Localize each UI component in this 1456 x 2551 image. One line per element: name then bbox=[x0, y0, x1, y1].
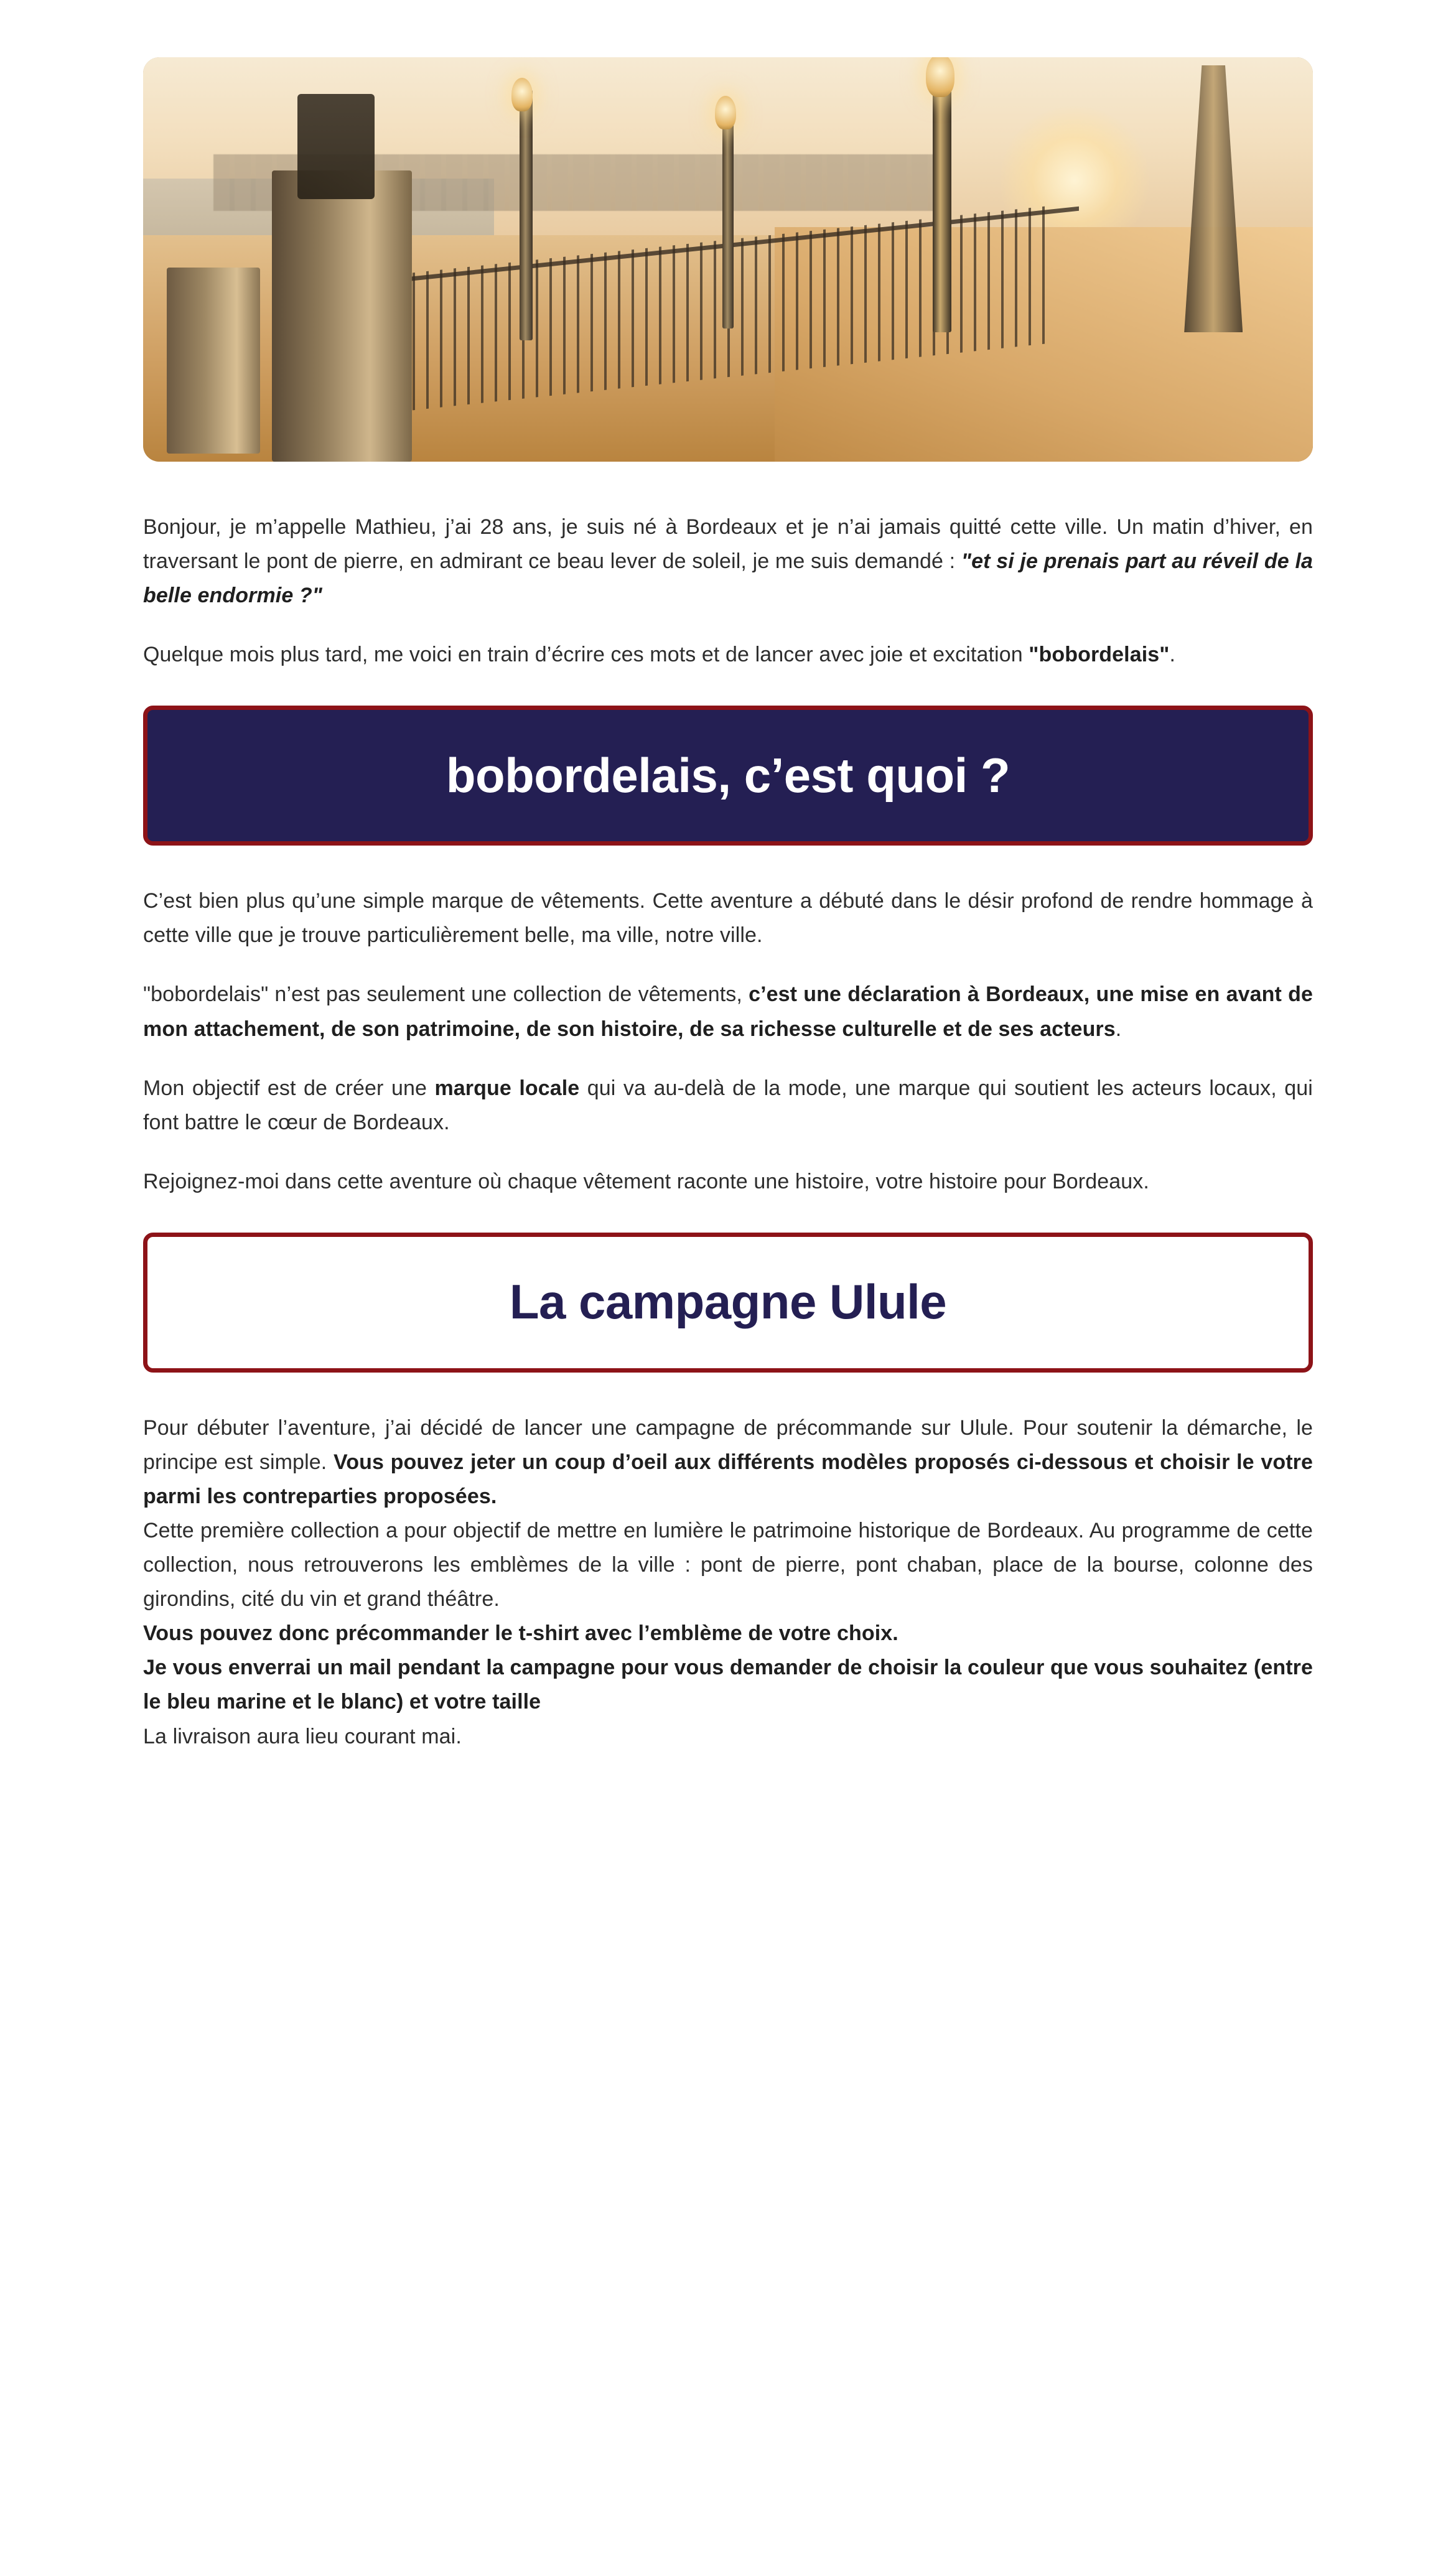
hero-lamppost bbox=[933, 65, 951, 332]
section-banner-what-is-bobordelais bbox=[143, 706, 1313, 846]
intro-paragraph-2 bbox=[143, 638, 1313, 672]
hero-image bbox=[143, 57, 1313, 462]
hero-sign-plaque bbox=[297, 94, 375, 199]
intro-quote: "et si je prenais part au réveil de la belle endormie ?" bbox=[143, 549, 1313, 608]
section1-paragraph-3-text-a: Mon objectif est de créer une bbox=[143, 1076, 435, 1100]
section1-paragraph-4: Rejoignez-moi dans cette aventure où chaque vêtement raconte une histoire, votre histoire pour Bordeaux. bbox=[143, 1169, 1149, 1193]
section2-paragraph-5: La livraison aura lieu courant mai. bbox=[143, 1724, 462, 1748]
section1-paragraph-3 bbox=[143, 1071, 1313, 1140]
section1-paragraph-2-text-a: "bobordelais" n’est pas seulement une collection de vêtements, bbox=[143, 982, 749, 1007]
section-banner-title: bobordelais, c’est quoi ? bbox=[446, 747, 1010, 803]
bottom-spacer bbox=[143, 1754, 1313, 1779]
section1-paragraph-3-text-c: qui va au-delà de la mode, une marque qui soutient les acteurs locaux, qui font battre le cœur de Bordeaux. bbox=[143, 1076, 1313, 1134]
section2-paragraph-4: Je vous enverrai un mail pendant la campagne pour vous demander de choisir la couleur que vous souhaitez (entre le bleu marine et le blanc) et votre taille bbox=[143, 1656, 1313, 1714]
section2-paragraph-1-emphasis: Vous pouvez jeter un coup d’oeil aux différents modèles proposés ci-dessous et choisir le votre parmi les contreparties proposées. bbox=[143, 1450, 1313, 1509]
section1-paragraph-3-emphasis: marque locale bbox=[434, 1076, 580, 1100]
hero-lamp-light bbox=[511, 78, 533, 111]
intro-paragraph-2-text-a: Quelque mois plus tard, me voici en train d’écrire ces mots et de lancer avec joie et excitation bbox=[143, 643, 1029, 667]
hero-stone-pillar bbox=[272, 170, 413, 462]
section-banner-campagne-ulule bbox=[143, 1233, 1313, 1373]
section2-paragraph-3: Vous pouvez donc précommander le t-shirt avec l’emblème de votre choix. bbox=[143, 1621, 898, 1646]
intro-paragraph-1-text: Bonjour, je m’appelle Mathieu, j’ai 28 ans, je suis né à Bordeaux et je n’ai jamais quitté cette ville. Un matin d’hiver, en traversant le pont de pierre, en admirant ce beau lever de soleil, je me suis demandé : bbox=[143, 515, 1313, 574]
section2-paragraph-1-text-a: Pour débuter l’aventure, j’ai décidé de lancer une campagne de précommande sur Ulule. Pour soutenir la démarche, le principe est simple. bbox=[143, 1415, 1313, 1474]
section-banner-title: La campagne Ulule bbox=[509, 1274, 947, 1330]
intro-paragraph-1 bbox=[143, 510, 1313, 613]
section1-paragraph-1: C’est bien plus qu’une simple marque de vêtements. Cette aventure a débuté dans le désir profond de rendre hommage à cette ville que je trouve particulièrement belle, ma ville, notre ville. bbox=[143, 889, 1313, 948]
section2-paragraph-2: Cette première collection a pour objectif de mettre en lumière le patrimoine historique de Bordeaux. Au programme de cette collection, nous retrouverons les emblèmes de la ville : pont de pierre, pont chaban, place de la bourse, colonne des girondins, cité du vin et grand théâtre. bbox=[143, 1519, 1313, 1611]
hero-lamppost bbox=[722, 106, 734, 329]
brand-name: "bobordelais" bbox=[1029, 643, 1170, 667]
content-column bbox=[143, 0, 1313, 1779]
section1-paragraph-2 bbox=[143, 977, 1313, 1046]
intro-paragraph-2-text-c: . bbox=[1169, 643, 1176, 667]
section1-paragraph-2-emphasis: c’est une déclaration à Bordeaux, une mise en avant de mon attachement, de son patrimoine, de son histoire, de sa richesse culturelle et de ses acteurs bbox=[143, 982, 1313, 1041]
section1-paragraph-2-text-c: . bbox=[1115, 1017, 1122, 1041]
hero-lamp-light bbox=[715, 96, 736, 129]
hero-stone-pillar bbox=[167, 268, 260, 454]
section2-paragraph-1 bbox=[143, 1411, 1313, 1514]
hero-lamppost bbox=[520, 90, 533, 340]
hero-lamp-light bbox=[926, 57, 954, 97]
